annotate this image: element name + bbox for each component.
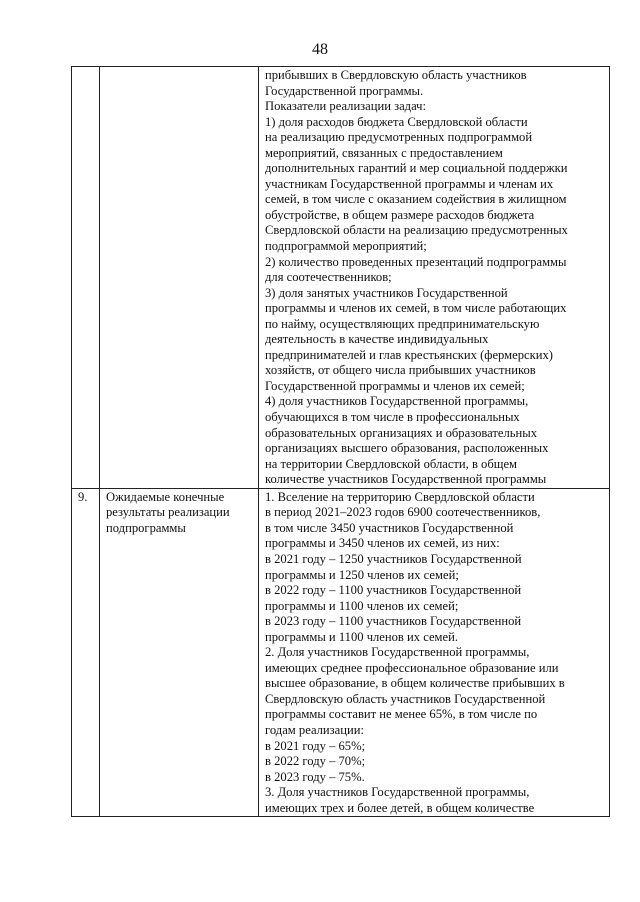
- row-name-cell: [100, 67, 259, 489]
- content-line: Показатели реализации задач:: [265, 99, 427, 114]
- content-line: программы и 1100 членов их семей;: [265, 598, 459, 613]
- row-number-cell: 9.: [72, 488, 100, 816]
- content-line: для соотечественников;: [265, 270, 392, 285]
- content-line: программы и 1100 членов их семей.: [265, 629, 458, 644]
- name-line: Ожидаемые конечные: [106, 489, 225, 504]
- content-line: обучающихся в том числе в профессиональных: [265, 410, 520, 425]
- content-line: 3) доля занятых участников Государственной: [265, 285, 508, 300]
- row-number-cell: [72, 67, 100, 489]
- content-line: организациях высшего образования, расположенных: [265, 441, 549, 456]
- page-number: 48: [312, 41, 328, 58]
- document-table: [71, 66, 610, 817]
- content-line: предпринимателей и глав крестьянских (фермерских): [265, 347, 553, 362]
- content-line: обустройстве, в общем размере расходов бюджета: [265, 207, 535, 222]
- content-line: в том числе 3450 участников Государственной: [265, 520, 514, 535]
- content-line: Свердловскую область участников Государственной: [265, 691, 546, 706]
- content-line: годам реализации:: [265, 722, 364, 737]
- content-line: подпрограммой мероприятий;: [265, 239, 427, 254]
- content-line: количестве участников Государственной программы: [265, 472, 547, 487]
- content-line: программы составит не менее 65%, в том числе по: [265, 707, 538, 722]
- content-line: участникам Государственной программы и членам их: [265, 176, 554, 191]
- content-line: дополнительных гарантий и мер социальной поддержки: [265, 161, 568, 176]
- content-line: Государственной программы.: [265, 83, 424, 98]
- row-content-cell: [259, 67, 610, 489]
- content-line: программы и 3450 членов их семей, из них:: [265, 536, 500, 551]
- content-line: деятельность в качестве индивидуальных: [265, 332, 489, 347]
- content-line: в 2023 году – 1100 участников Государственной: [265, 614, 522, 629]
- content-line: Свердловской области на реализацию предусмотренных: [265, 223, 568, 238]
- content-line: Государственной программы и членов их семей;: [265, 378, 525, 393]
- content-line: 1) доля расходов бюджета Свердловской области: [265, 114, 528, 129]
- content-line: в 2021 году – 65%;: [265, 738, 366, 753]
- content-line: 4) доля участников Государственной программы,: [265, 394, 529, 409]
- content-line: мероприятий, связанных с предоставлением: [265, 145, 503, 160]
- table-row: [72, 67, 610, 489]
- content-line: по найму, осуществляющих предпринимательскую: [265, 316, 540, 331]
- content-line: на реализацию предусмотренных подпрограммой: [265, 130, 533, 145]
- name-line: результаты реализации: [106, 505, 230, 520]
- row-name-cell: [100, 488, 259, 816]
- content-line: в 2023 году – 75%.: [265, 769, 365, 784]
- content-line: в 2022 году – 1100 участников Государственной: [265, 583, 522, 598]
- content-line: 2) количество проведенных презентаций подпрограммы: [265, 254, 567, 269]
- row-content-cell: [259, 488, 610, 816]
- content-line: в период 2021–2023 годов 6900 соотечественников,: [265, 505, 541, 520]
- name-line: подпрограммы: [106, 520, 186, 535]
- content-line: образовательных организациях и образовательных: [265, 425, 538, 440]
- content-line: высшее образование, в общем количестве прибывших в: [265, 676, 565, 691]
- content-line: в 2022 году – 70%;: [265, 754, 366, 769]
- content-line: 3. Доля участников Государственной программы,: [265, 785, 530, 800]
- content-line: 1. Вселение на территорию Свердловской области: [265, 489, 535, 504]
- content-line: прибывших в Свердловскую область участников: [265, 68, 527, 82]
- content-line: хозяйств, от общего числа прибывших участников: [265, 363, 536, 378]
- content-line: имеющих трех и более детей, в общем количестве: [265, 800, 535, 815]
- table-row: [72, 488, 610, 816]
- content-line: на территории Свердловской области, в общем: [265, 456, 518, 471]
- content-line: в 2021 году – 1250 участников Государственной: [265, 551, 522, 566]
- content-line: имеющих среднее профессиональное образование или: [265, 660, 559, 675]
- content-line: программы и членов их семей, в том числе работающих: [265, 301, 567, 316]
- content-line: 2. Доля участников Государственной программы,: [265, 645, 530, 660]
- content-line: программы и 1250 членов их семей;: [265, 567, 459, 582]
- content-line: семей, в том числе с оказанием содействия в жилищном: [265, 192, 567, 207]
